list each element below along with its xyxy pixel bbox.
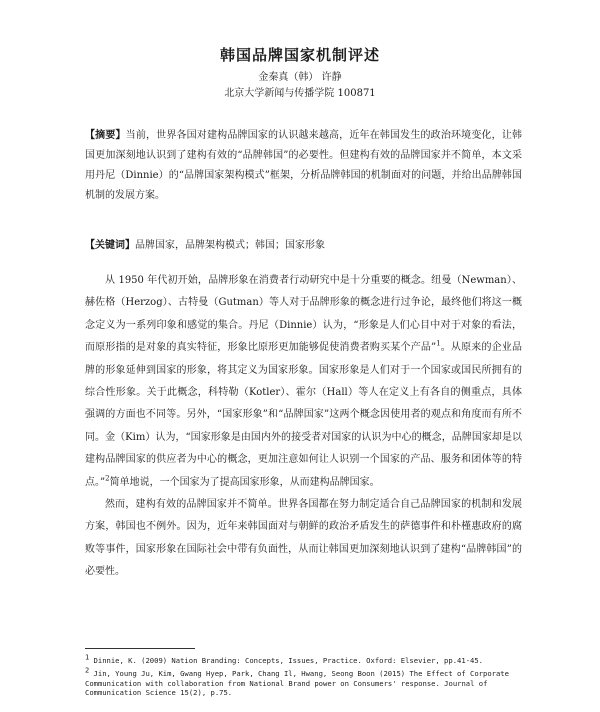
body-paragraph-1-part-b: 。从原来的企业品牌的形象延伸到国家的形象，将其定义为国家形象。国家形象是人们对于一个国家或国民所拥有的综合性形象。关于此概念，科特勒（Kotler）、霍尔（Hall）等人在定义上有各自的侧重点，具体强调的方面也不同等。另外，“国家形象”和“品牌国家”这两个概念因使用者的观点和角度而有所不同。金（Kim）认为，“国家形象是由国内外的接受者对国家的认识为中心的概念，品牌国家却是以建构品牌国家的供应者为中心的概念，更加注意如何让人识别一个国家的产品、服务和团体等的特点。” xyxy=(85,342,522,488)
keywords-text: 品牌国家，品牌架构模式；韩国；国家形象 xyxy=(135,240,325,251)
author-line: 金秦真（韩） 许静 xyxy=(258,72,342,83)
footnote-ref-1[interactable]: 1 xyxy=(436,339,441,348)
body-text xyxy=(85,270,522,584)
footnote-2-text: Jin, Young Ju, Kim, Gwang Hyep, Park, Chang Il, Hwang, Seong Boon (2015) The Effect of Corporate Communication with collaboration from National Brand power on Consumers' response. Journal of Communication Science 15(2), p.75. xyxy=(85,669,509,698)
body-paragraph-1-part-a: 从 1950 年代初开始，品牌形象在消费者行动研究中是十分重要的概念。纽曼（Newman）、赫佐格（Herzog）、古特曼（Gutman）等人对于品牌形象的概念进行过争论，最终他们将这一概念定义为一系列印象和感觉的集合。丹尼（Dinnie）认为，“形象是人们心目中对于对象的看法，而原形指的是对象的真实特征，形象比原形更加能够促使消费者购买某个产品” xyxy=(85,275,522,354)
footnote-1-mark: 1 xyxy=(85,653,90,662)
body-paragraph-1 xyxy=(85,270,522,494)
footnote-1 xyxy=(85,653,522,666)
footnote-2-mark: 2 xyxy=(85,666,90,675)
abstract-block xyxy=(85,126,522,206)
page-title: 韩国品牌国家机制评述 xyxy=(219,46,380,64)
footnote-2 xyxy=(85,666,522,698)
footnote-1-text: Dinnie, K. (2009) Nation Branding: Concepts, Issues, Practice. Oxford: Elsevier, pp.41-45. xyxy=(93,656,483,665)
body-paragraph-1-part-c: 简单地说，一个国家为了提高国家形象，从而建构品牌国家。 xyxy=(109,476,380,488)
footnote-divider xyxy=(85,648,195,649)
keywords-block xyxy=(85,236,522,251)
abstract-text: 当前，世界各国对建构品牌国家的认识越来越高，近年在韩国发生的政治环境变化，让韩国更加深刻地认识到了建构有效的“品牌韩国”的必要性。但建构有效的品牌国家并不简单，本文采用丹尼（Dinnie）的“品牌国家架构模式”框架，分析品牌韩国的机制面对的问题，并给出品牌韩国机制的发展方案。 xyxy=(85,130,523,201)
abstract-label: 【摘要】 xyxy=(85,130,126,141)
affiliation-line: 北京大学新闻与传播学院 100871 xyxy=(224,88,376,99)
keywords-label: 【关键词】 xyxy=(85,240,135,251)
footnote-ref-2[interactable]: 2 xyxy=(105,474,110,483)
body-paragraph-2: 然而，建构有效的品牌国家并不简单。世界各国都在努力制定适合自己品牌国家的机制和发展方案，韩国也不例外。因为，近年来韩国面对与朝鲜的政治矛盾发生的萨德事件和朴槿惠政府的腐败等事件，国家形象在国际社会中带有负面性，从而让韩国更加深刻地认识到了建构“品牌韩国”的必要性。 xyxy=(85,499,522,578)
